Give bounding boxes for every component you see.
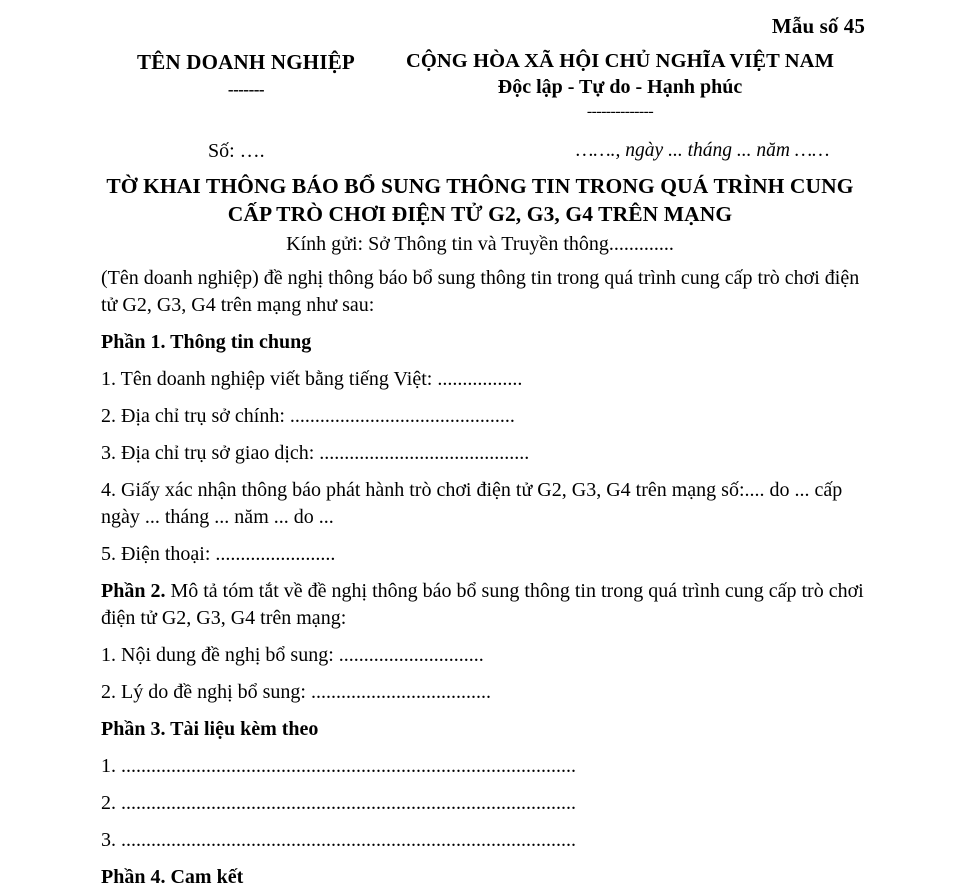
- document-meta-row: [0, 140, 953, 168]
- national-name: CỘNG HÒA XÃ HỘI CHỦ NGHĨA VIỆT NAM: [405, 50, 835, 72]
- organization-rule: -------: [227, 80, 265, 99]
- part2-item-2: 2. Lý do đề nghị bổ sung: ....................................: [101, 681, 491, 703]
- national-heading-block: [400, 50, 840, 120]
- part4-heading: Phần 4. Cam kết: [101, 866, 244, 888]
- recipient-line: Kính gửi: Sở Thông tin và Truyền thông.............: [286, 233, 674, 255]
- part2-item-1: 1. Nội dung đề nghị bổ sung: .............................: [101, 644, 484, 666]
- document-title: TỜ KHAI THÔNG BÁO BỔ SUNG THÔNG TIN TRONG QUÁ TRÌNH CUNG CẤP TRÒ CHƠI ĐIỆN TỬ G2, G3, G4 TRÊN MẠNG: [106, 174, 854, 226]
- document-number: Số: ….: [208, 140, 265, 162]
- part1-heading: Phần 1. Thông tin chung: [101, 331, 312, 353]
- document-body: [101, 265, 867, 891]
- document-masthead: [0, 50, 953, 128]
- part3-heading: Phần 3. Tài liệu kèm theo: [101, 718, 319, 740]
- organization-name: TÊN DOANH NGHIỆP: [137, 50, 355, 74]
- national-motto: Độc lập - Tự do - Hạnh phúc: [497, 76, 743, 98]
- national-rule: --------------: [586, 103, 654, 120]
- part1-item-3: 3. Địa chỉ trụ sở giao dịch: ..........................................: [101, 442, 530, 464]
- part1-item-4: 4. Giấy xác nhận thông báo phát hành trò chơi điện tử G2, G3, G4 trên mạng số:.... do ... cấp ngày ... tháng ... năm ... do ...: [101, 479, 843, 528]
- part2-heading: [101, 578, 867, 632]
- part1-item-2: 2. Địa chỉ trụ sở chính: .............................................: [101, 405, 515, 427]
- form-number: Mẫu số 45: [771, 14, 865, 38]
- part1-item-1: 1. Tên doanh nghiệp viết bằng tiếng Việt: .................: [101, 368, 523, 390]
- part1-item-5: 5. Điện thoại: ........................: [101, 543, 336, 565]
- part3-item-1: 1. ...........................................................................................: [101, 755, 576, 777]
- part2-heading-label: Phần 2.: [101, 580, 166, 602]
- organization-block: [101, 50, 391, 98]
- document-date-line: ……., ngày ... tháng ... năm ……: [576, 140, 830, 161]
- part3-item-2: 2. ...........................................................................................: [101, 792, 576, 814]
- part2-heading-text: Mô tả tóm tắt về đề nghị thông báo bổ sung thông tin trong quá trình cung cấp trò chơi điện tử G2, G3, G4 trên mạng:: [101, 580, 864, 629]
- intro-paragraph: (Tên doanh nghiệp) đề nghị thông báo bổ sung thông tin trong quá trình cung cấp trò chơi điện tử G2, G3, G4 trên mạng như sau:: [101, 267, 860, 316]
- part3-item-3: 3. ...........................................................................................: [101, 829, 576, 851]
